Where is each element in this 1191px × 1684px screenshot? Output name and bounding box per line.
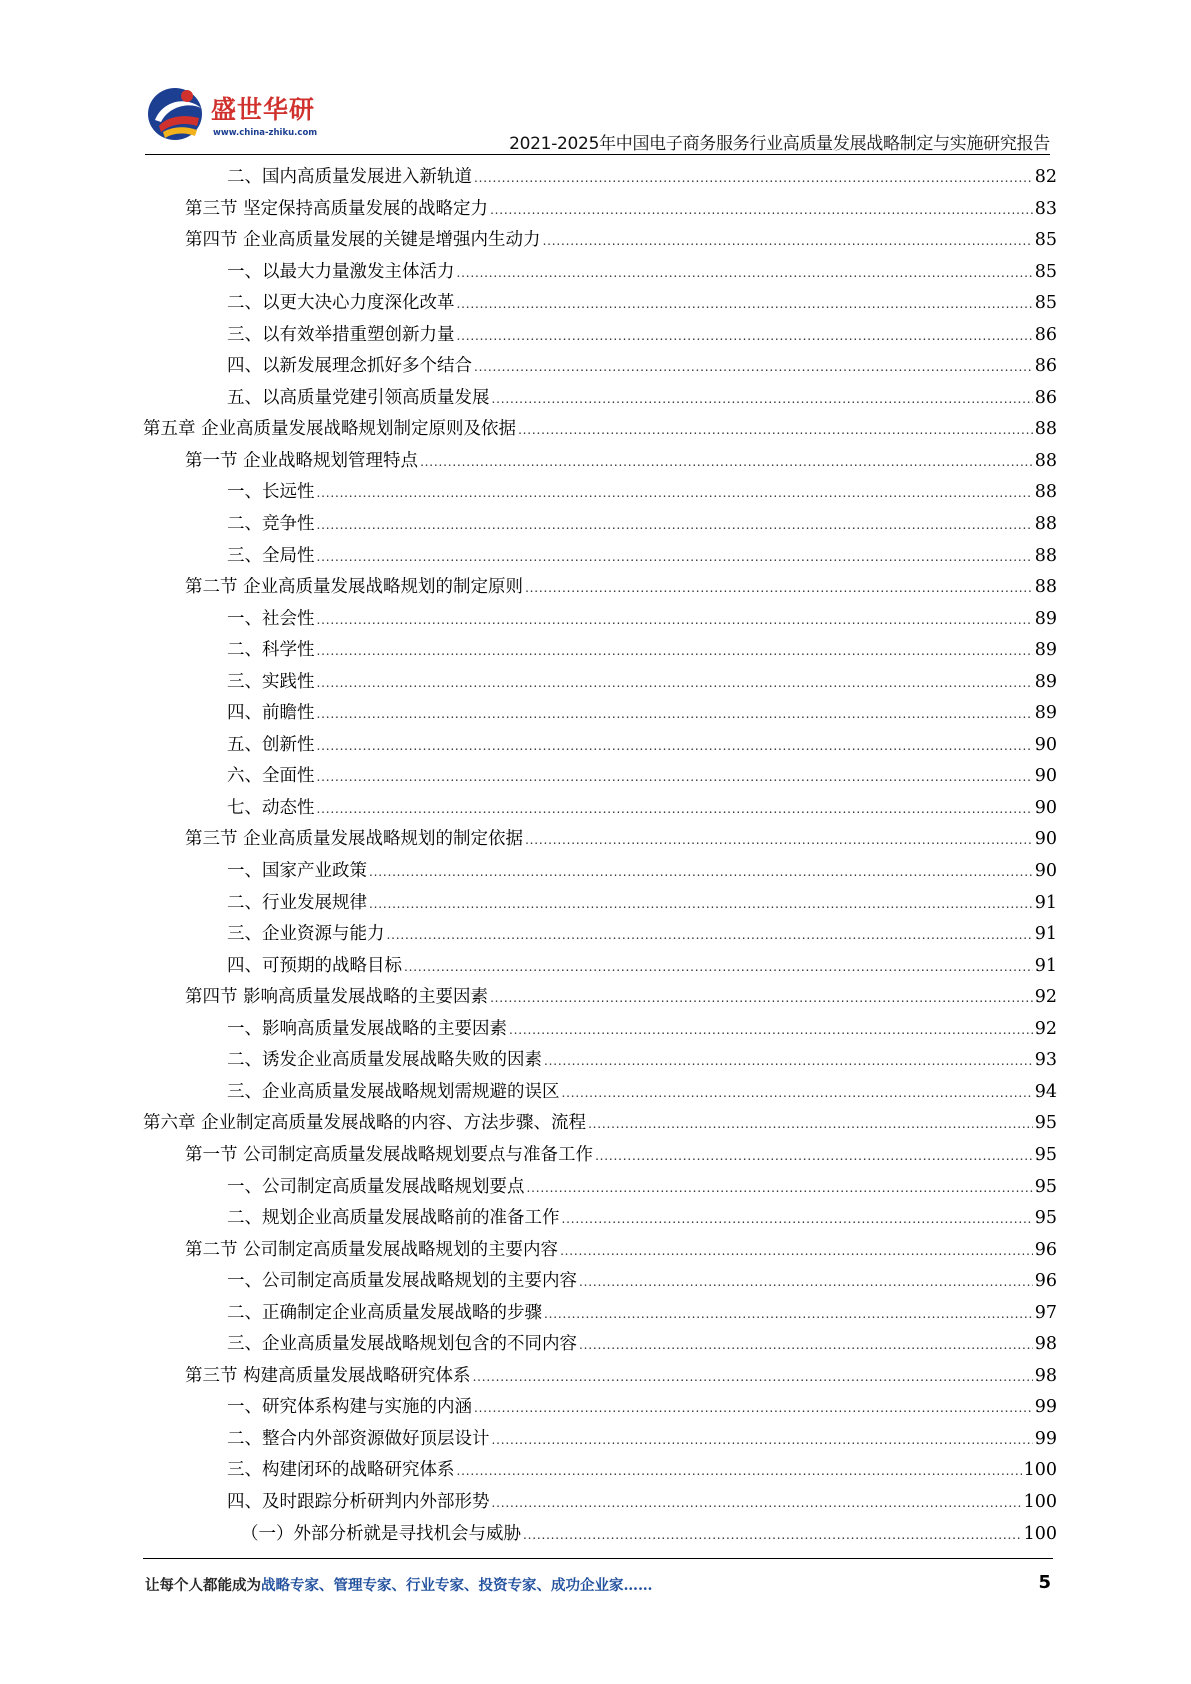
toc-dot-leader xyxy=(544,1046,1033,1078)
toc-entry-page: 90 xyxy=(1034,766,1057,787)
toc-dot-leader xyxy=(457,258,1033,290)
toc-entry[interactable] xyxy=(143,1172,1057,1204)
toc-entry-title: 第二节 企业高质量发展战略规划的制定原则 xyxy=(185,577,524,598)
toc-entry-title: 二、行业发展规律 xyxy=(227,892,367,913)
toc-entry[interactable] xyxy=(143,856,1057,888)
toc-entry-title: 三、企业高质量发展战略规划需规避的误区 xyxy=(227,1081,560,1102)
toc-entry[interactable] xyxy=(143,414,1057,446)
toc-entry[interactable] xyxy=(143,919,1057,951)
footer-divider xyxy=(143,1558,1053,1559)
toc-entry-page: 85 xyxy=(1034,230,1057,251)
toc-entry-title: 三、企业高质量发展战略规划包含的不同内容 xyxy=(227,1334,577,1355)
toc-entry[interactable] xyxy=(143,604,1057,636)
toc-entry-title: 第四节 影响高质量发展战略的主要因素 xyxy=(185,987,489,1008)
toc-entry-title: 第三节 企业高质量发展战略规划的制定依据 xyxy=(185,829,524,850)
toc-dot-leader xyxy=(317,510,1033,542)
toc-entry-page: 89 xyxy=(1034,608,1057,629)
toc-entry-page: 88 xyxy=(1034,577,1057,598)
toc-entry[interactable] xyxy=(143,446,1057,478)
toc-entry-page: 85 xyxy=(1034,261,1057,282)
toc-entry-page: 90 xyxy=(1034,734,1057,755)
toc-entry-title: 一、国家产业政策 xyxy=(227,861,367,882)
toc-entry-title: 三、全局性 xyxy=(227,545,315,566)
toc-entry[interactable] xyxy=(143,477,1057,509)
toc-entry-page: 89 xyxy=(1034,640,1057,661)
toc-entry-page: 88 xyxy=(1034,419,1057,440)
toc-entry-page: 95 xyxy=(1034,1176,1057,1197)
table-of-contents xyxy=(143,162,1057,1550)
toc-entry[interactable] xyxy=(143,635,1057,667)
toc-entry-page: 96 xyxy=(1034,1239,1057,1260)
toc-entry-title: （一）外部分析就是寻找机会与威胁 xyxy=(241,1523,521,1544)
toc-dot-leader xyxy=(523,1520,1022,1552)
toc-dot-leader xyxy=(518,415,1033,447)
toc-entry-page: 94 xyxy=(1034,1081,1057,1102)
toc-dot-leader xyxy=(560,1236,1033,1268)
footer-slogan xyxy=(145,1574,653,1595)
toc-entry-page: 88 xyxy=(1034,545,1057,566)
toc-entry[interactable] xyxy=(143,824,1057,856)
toc-entry[interactable] xyxy=(143,572,1057,604)
toc-entry-title: 五、以高质量党建引领高质量发展 xyxy=(227,387,490,408)
toc-entry[interactable] xyxy=(143,982,1057,1014)
toc-dot-leader xyxy=(457,321,1033,353)
toc-entry-title: 第三节 构建高质量发展战略研究体系 xyxy=(185,1365,471,1386)
toc-entry-title: 三、企业资源与能力 xyxy=(227,924,385,945)
toc-entry[interactable] xyxy=(143,320,1057,352)
toc-entry-title: 一、长远性 xyxy=(227,482,315,503)
toc-entry[interactable] xyxy=(143,761,1057,793)
toc-entry-page: 88 xyxy=(1034,482,1057,503)
toc-dot-leader xyxy=(579,1330,1033,1362)
toc-dot-leader xyxy=(543,226,1033,258)
toc-entry-title: 第二节 公司制定高质量发展战略规划的主要内容 xyxy=(185,1239,559,1260)
toc-entry[interactable] xyxy=(143,257,1057,289)
toc-entry-title: 七、动态性 xyxy=(227,797,315,818)
toc-entry-title: 四、及时跟踪分析研判内外部形势 xyxy=(227,1491,490,1512)
toc-entry-page: 96 xyxy=(1034,1271,1057,1292)
logo-name: 盛世华研 xyxy=(211,95,316,124)
toc-entry-title: 第四节 企业高质量发展的关键是增强内生动力 xyxy=(185,230,541,251)
toc-entry-title: 第六章 企业制定高质量发展战略的内容、方法步骤、流程 xyxy=(143,1113,587,1134)
toc-entry[interactable] xyxy=(143,1045,1057,1077)
toc-dot-leader xyxy=(317,731,1033,763)
toc-dot-leader xyxy=(509,1015,1033,1047)
toc-entry-title: 二、正确制定企业高质量发展战略的步骤 xyxy=(227,1302,542,1323)
toc-dot-leader xyxy=(588,1109,1033,1141)
toc-dot-leader xyxy=(492,1488,1022,1520)
page-number: 5 xyxy=(1038,1572,1051,1593)
toc-entry-title: 一、以最大力量激发主体活力 xyxy=(227,261,455,282)
toc-dot-leader xyxy=(490,983,1033,1015)
toc-entry[interactable] xyxy=(143,793,1057,825)
toc-dot-leader xyxy=(544,1299,1033,1331)
toc-dot-leader xyxy=(317,668,1033,700)
toc-entry-title: 第五章 企业高质量发展战略规划制定原则及依据 xyxy=(143,419,517,440)
toc-entry[interactable] xyxy=(143,1140,1057,1172)
toc-entry[interactable] xyxy=(143,288,1057,320)
toc-entry-title: 一、研究体系构建与实施的内涵 xyxy=(227,1397,472,1418)
toc-entry-title: 六、全面性 xyxy=(227,766,315,787)
toc-entry-title: 二、国内高质量发展进入新轨道 xyxy=(227,167,472,187)
footer-slogan-highlight: 战略专家、管理专家、行业专家、投资专家、成功企业家…… xyxy=(261,1577,653,1594)
toc-dot-leader xyxy=(579,1267,1033,1299)
toc-entry-page: 89 xyxy=(1034,703,1057,724)
page-header xyxy=(145,80,1050,155)
toc-entry-title: 第一节 企业战略规划管理特点 xyxy=(185,450,419,471)
toc-entry[interactable] xyxy=(143,1014,1057,1046)
toc-dot-leader xyxy=(595,1141,1033,1173)
toc-dot-leader xyxy=(317,699,1033,731)
toc-entry[interactable] xyxy=(143,1108,1057,1140)
header-divider xyxy=(145,154,1050,155)
logo-url: www.china-zhiku.com xyxy=(213,128,318,138)
toc-entry-page: 93 xyxy=(1034,1050,1057,1071)
toc-entry-title: 一、公司制定高质量发展战略规划要点 xyxy=(227,1176,525,1197)
toc-entry-page: 98 xyxy=(1034,1365,1057,1386)
toc-entry-page: 86 xyxy=(1034,324,1057,345)
toc-dot-leader xyxy=(474,163,1033,195)
toc-entry-page: 100 xyxy=(1023,1523,1057,1544)
toc-entry-title: 第一节 公司制定高质量发展战略规划要点与准备工作 xyxy=(185,1144,594,1165)
toc-entry-page: 82 xyxy=(1034,167,1057,187)
toc-entry[interactable] xyxy=(143,1329,1057,1361)
toc-entry[interactable] xyxy=(143,509,1057,541)
toc-entry[interactable] xyxy=(143,1519,1057,1551)
toc-entry[interactable] xyxy=(143,730,1057,762)
toc-entry-title: 四、以新发展理念抓好多个结合 xyxy=(227,356,472,377)
toc-dot-leader xyxy=(474,352,1033,384)
toc-entry-page: 91 xyxy=(1034,892,1057,913)
toc-entry-title: 四、可预期的战略目标 xyxy=(227,955,402,976)
toc-entry-title: 一、影响高质量发展战略的主要因素 xyxy=(227,1018,507,1039)
toc-dot-leader xyxy=(562,1204,1033,1236)
toc-entry-page: 99 xyxy=(1034,1428,1057,1449)
toc-entry-page: 91 xyxy=(1034,924,1057,945)
toc-entry-page: 90 xyxy=(1034,797,1057,818)
toc-dot-leader xyxy=(420,447,1033,479)
toc-entry-page: 83 xyxy=(1034,198,1057,219)
toc-entry-page: 95 xyxy=(1034,1208,1057,1229)
toc-dot-leader xyxy=(317,762,1033,794)
toc-entry-page: 92 xyxy=(1034,1018,1057,1039)
toc-entry-title: 五、创新性 xyxy=(227,734,315,755)
toc-entry[interactable] xyxy=(143,225,1057,257)
toc-dot-leader xyxy=(525,825,1033,857)
toc-entry-page: 100 xyxy=(1023,1460,1057,1481)
toc-entry-title: 三、实践性 xyxy=(227,671,315,692)
toc-entry-page: 92 xyxy=(1034,987,1057,1008)
toc-entry[interactable] xyxy=(143,383,1057,415)
toc-entry-page: 100 xyxy=(1023,1491,1057,1512)
toc-dot-leader xyxy=(369,889,1033,921)
toc-entry-title: 二、竞争性 xyxy=(227,514,315,535)
toc-dot-leader xyxy=(317,605,1033,637)
toc-dot-leader xyxy=(492,384,1033,416)
toc-entry-page: 86 xyxy=(1034,356,1057,377)
toc-entry-page: 90 xyxy=(1034,861,1057,882)
toc-entry[interactable] xyxy=(143,1203,1057,1235)
toc-entry-page: 95 xyxy=(1034,1113,1057,1134)
report-title: 2021-2025年中国电子商务服务行业高质量发展战略制定与实施研究报告 xyxy=(509,134,1050,154)
toc-dot-leader xyxy=(317,794,1033,826)
toc-entry-title: 第三节 坚定保持高质量发展的战略定力 xyxy=(185,198,489,219)
toc-entry[interactable] xyxy=(143,1392,1057,1424)
toc-entry[interactable] xyxy=(143,162,1057,194)
toc-dot-leader xyxy=(527,1173,1033,1205)
toc-entry-page: 95 xyxy=(1034,1144,1057,1165)
toc-dot-leader xyxy=(492,1425,1033,1457)
toc-dot-leader xyxy=(457,1456,1022,1488)
toc-entry-title: 二、诱发企业高质量发展战略失败的因素 xyxy=(227,1050,542,1071)
toc-entry-title: 一、社会性 xyxy=(227,608,315,629)
toc-entry-page: 88 xyxy=(1034,450,1057,471)
toc-entry[interactable] xyxy=(143,1298,1057,1330)
toc-entry-page: 98 xyxy=(1034,1334,1057,1355)
toc-entry-title: 三、构建闭环的战略研究体系 xyxy=(227,1460,455,1481)
toc-entry[interactable] xyxy=(143,951,1057,983)
toc-entry-page: 89 xyxy=(1034,671,1057,692)
toc-dot-leader xyxy=(404,952,1033,984)
toc-dot-leader xyxy=(474,1393,1033,1425)
toc-dot-leader xyxy=(473,1362,1033,1394)
toc-entry[interactable] xyxy=(143,1077,1057,1109)
toc-entry[interactable] xyxy=(143,1455,1057,1487)
toc-entry-page: 86 xyxy=(1034,387,1057,408)
toc-dot-leader xyxy=(490,195,1033,227)
toc-entry[interactable] xyxy=(143,351,1057,383)
toc-entry[interactable] xyxy=(143,194,1057,226)
toc-entry-page: 97 xyxy=(1034,1302,1057,1323)
toc-entry-title: 一、公司制定高质量发展战略规划的主要内容 xyxy=(227,1271,577,1292)
toc-dot-leader xyxy=(317,542,1033,574)
toc-dot-leader xyxy=(525,573,1033,605)
toc-dot-leader xyxy=(317,636,1033,668)
toc-dot-leader xyxy=(387,920,1033,952)
toc-entry[interactable] xyxy=(143,667,1057,699)
toc-entry-title: 四、前瞻性 xyxy=(227,703,315,724)
logo-icon xyxy=(145,82,207,144)
toc-dot-leader xyxy=(317,478,1033,510)
toc-dot-leader xyxy=(457,289,1033,321)
toc-entry-page: 85 xyxy=(1034,293,1057,314)
company-logo xyxy=(145,80,318,148)
toc-entry[interactable] xyxy=(143,1361,1057,1393)
toc-entry[interactable] xyxy=(143,1266,1057,1298)
toc-dot-leader xyxy=(369,857,1033,889)
toc-entry[interactable] xyxy=(143,1424,1057,1456)
toc-entry-page: 90 xyxy=(1034,829,1057,850)
toc-entry[interactable] xyxy=(143,888,1057,920)
toc-entry-page: 88 xyxy=(1034,514,1057,535)
toc-entry-page: 99 xyxy=(1034,1397,1057,1418)
toc-entry-page: 91 xyxy=(1034,955,1057,976)
toc-entry[interactable] xyxy=(143,1235,1057,1267)
toc-entry-title: 二、以更大决心力度深化改革 xyxy=(227,293,455,314)
toc-entry-title: 二、规划企业高质量发展战略前的准备工作 xyxy=(227,1208,560,1229)
toc-entry-title: 二、科学性 xyxy=(227,640,315,661)
toc-entry[interactable] xyxy=(143,541,1057,573)
toc-entry[interactable] xyxy=(143,1487,1057,1519)
toc-dot-leader xyxy=(562,1078,1033,1110)
toc-entry-title: 三、以有效举措重塑创新力量 xyxy=(227,324,455,345)
toc-entry[interactable] xyxy=(143,698,1057,730)
toc-entry-title: 二、整合内外部资源做好顶层设计 xyxy=(227,1428,490,1449)
footer-slogan-prefix: 让每个人都能成为 xyxy=(145,1577,261,1594)
